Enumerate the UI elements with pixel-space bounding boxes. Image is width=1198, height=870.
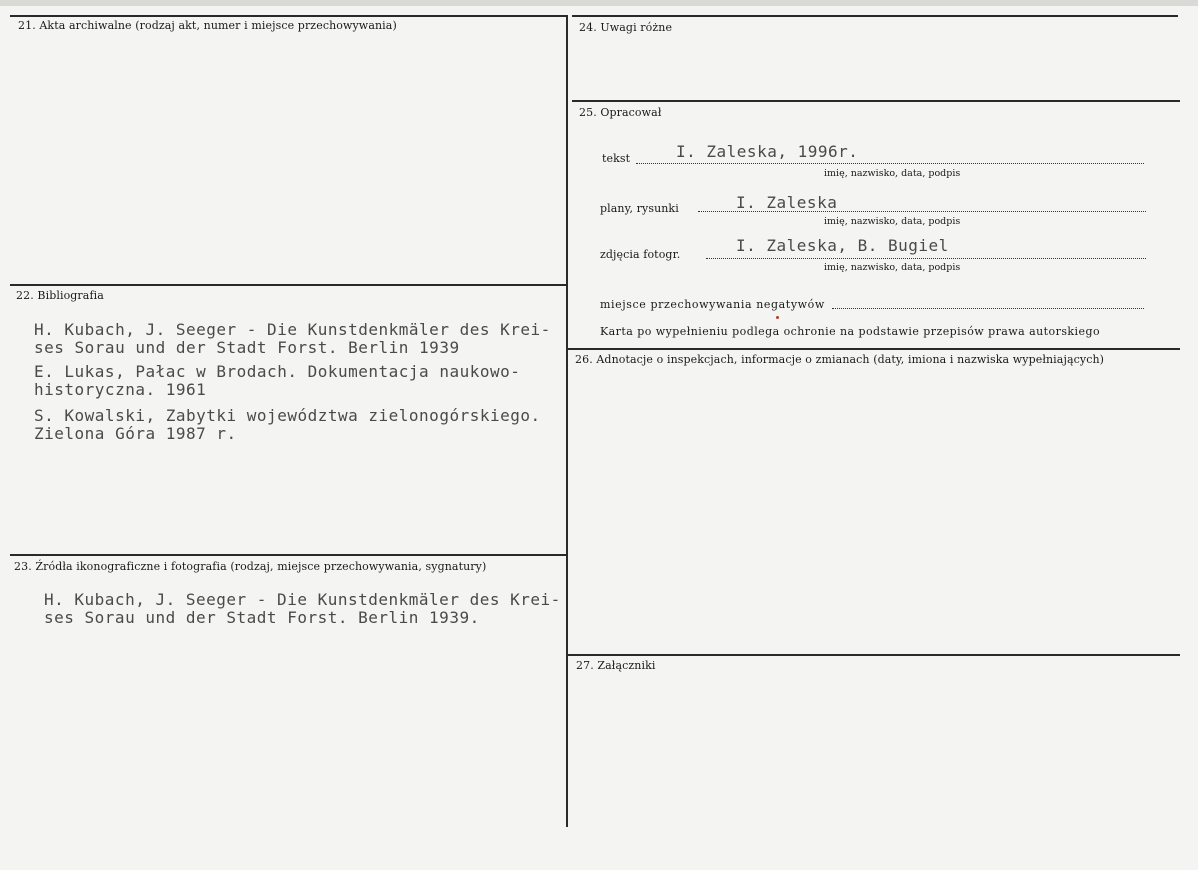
section-21-label: 21. Akta archiwalne (rodzaj akt, numer i miejsce przechowywania) bbox=[18, 19, 397, 32]
tekst-dotted-line bbox=[636, 163, 1144, 164]
section-23-label: 23. Źródła ikonograficzne i fotografia (rodzaj, miejsce przechowywania, sygnatury) bbox=[14, 560, 487, 573]
iconography-line1: H. Kubach, J. Seeger - Die Kunstdenkmäler des Krei- bbox=[44, 590, 561, 609]
plany-value: I. Zaleska bbox=[736, 193, 838, 212]
rule-27 bbox=[568, 654, 1180, 656]
bibliography-entry-1-line2: ses Sorau und der Stadt Forst. Berlin 1939 bbox=[34, 338, 460, 357]
tekst-label: tekst bbox=[602, 152, 631, 165]
iconography-line2: ses Sorau und der Stadt Forst. Berlin 1939. bbox=[44, 608, 480, 627]
top-rule-left bbox=[10, 15, 566, 17]
section-26-label: 26. Adnotacje o inspekcjach, informacje o zmianach (daty, imiona i nazwiska wypełniających) bbox=[575, 353, 1105, 366]
bibliography-entry-1-line1: H. Kubach, J. Seeger - Die Kunstdenkmäler des Krei- bbox=[34, 320, 551, 339]
bibliography-entry-2-line2: historyczna. 1961 bbox=[34, 380, 207, 399]
plany-caption: imię, nazwisko, data, podpis bbox=[824, 216, 961, 227]
tekst-value: I. Zaleska, 1996r. bbox=[676, 142, 859, 161]
negatywy-label: miejsce przechowywania negatywów bbox=[600, 298, 825, 311]
rule-26 bbox=[568, 348, 1180, 350]
zdjecia-dotted-line bbox=[706, 258, 1146, 259]
section-24-label: 24. Uwagi różne bbox=[579, 21, 673, 34]
tekst-caption: imię, nazwisko, data, podpis bbox=[824, 168, 961, 179]
bibliography-entry-3-line1: S. Kowalski, Zabytki województwa zielonogórskiego. bbox=[34, 406, 541, 425]
center-divider bbox=[566, 15, 568, 827]
zdjecia-value: I. Zaleska, B. Bugiel bbox=[736, 236, 949, 255]
top-rule-right bbox=[572, 15, 1178, 17]
top-edge bbox=[0, 0, 1198, 6]
section-22-label: 22. Bibliografia bbox=[16, 289, 104, 302]
section-27-label: 27. Załączniki bbox=[576, 659, 656, 672]
plany-label: plany, rysunki bbox=[600, 202, 679, 215]
red-mark bbox=[776, 316, 779, 319]
copyright-note: Karta po wypełnieniu podlega ochronie na podstawie przepisów prawa autorskiego bbox=[600, 325, 1101, 338]
rule-23 bbox=[10, 554, 566, 556]
bibliography-entry-2-line1: E. Lukas, Pałac w Brodach. Dokumentacja naukowo- bbox=[34, 362, 521, 381]
zdjecia-label: zdjęcia fotogr. bbox=[600, 248, 681, 261]
section-25-label: 25. Opracował bbox=[579, 106, 662, 119]
plany-dotted-line bbox=[698, 211, 1146, 212]
zdjecia-caption: imię, nazwisko, data, podpis bbox=[824, 262, 961, 273]
rule-25 bbox=[572, 100, 1180, 102]
rule-22 bbox=[10, 284, 566, 286]
negatywy-dotted-line bbox=[832, 308, 1144, 309]
bibliography-entry-3-line2: Zielona Góra 1987 r. bbox=[34, 424, 237, 443]
